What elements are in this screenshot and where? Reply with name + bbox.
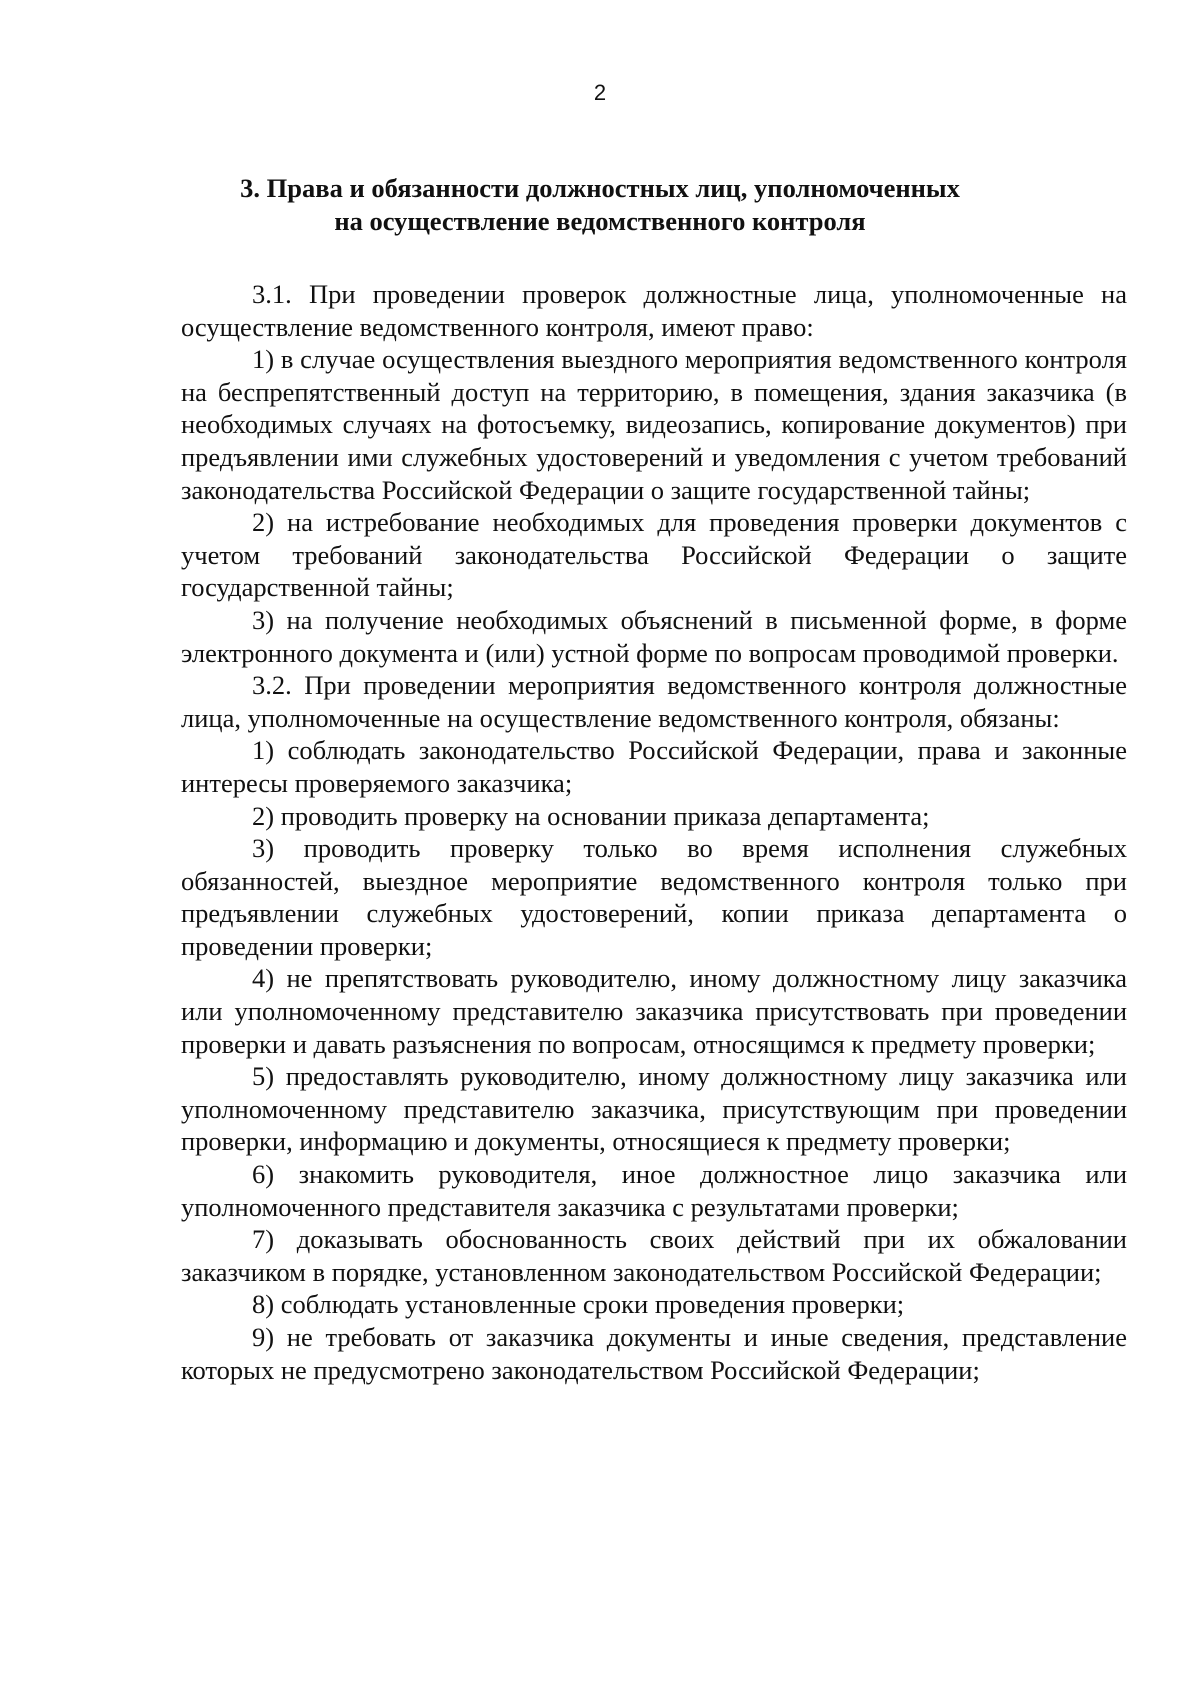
paragraph-3-2-item-9: 9) не требовать от заказчика документы и иные сведения, представление которых не предусмотрено законодательством Российской Федерации;: [181, 1322, 1127, 1385]
paragraph-3-2-item-1: 1) соблюдать законодательство Российской Федерации, права и законные интересы проверяемого заказчика;: [181, 735, 1127, 798]
section-heading-line-2: на осуществление ведомственного контроля: [334, 206, 866, 236]
paragraph-3-1-item-2: 2) на истребование необходимых для проведения проверки документов с учетом требований законодательства Российской Федерации о защите государственной тайны;: [181, 507, 1127, 603]
paragraph-3-2: 3.2. При проведении мероприятия ведомственного контроля должностные лица, уполномоченные на осуществление ведомственного контроля, обязаны:: [181, 670, 1127, 733]
paragraph-3-2-item-7: 7) доказывать обоснованность своих действий при их обжаловании заказчиком в порядке, установленном законодательством Российской Федерации;: [181, 1224, 1127, 1287]
paragraph-3-2-item-6: 6) знакомить руководителя, иное должностное лицо заказчика или уполномоченного представителя заказчика с результатами проверки;: [181, 1159, 1127, 1222]
page-number: 2: [593, 80, 607, 105]
paragraph-3-2-item-8: 8) соблюдать установленные сроки проведения проверки;: [252, 1289, 905, 1320]
paragraph-3-2-item-2: 2) проводить проверку на основании приказа департамента;: [252, 800, 930, 831]
paragraph-3-2-item-3: 3) проводить проверку только во время исполнения служебных обязанностей, выездное мероприятие ведомственного контроля только при предъявлении служебных удостоверений, копии приказа департамента о проведении проверки;: [181, 833, 1127, 961]
document-body: [181, 278, 1127, 1386]
paragraph-3-2-item-5: 5) предоставлять руководителю, иному должностному лицу заказчика или уполномоченному представителю заказчика, присутствующим при проведении проверки, информацию и документы, относящиеся к предмету проверки;: [181, 1061, 1127, 1157]
section-heading: [150, 172, 1050, 238]
paragraph-3-2-item-4: 4) не препятствовать руководителю, иному должностному лицу заказчика или уполномоченному представителю заказчика присутствовать при проведении проверки и давать разъяснения по вопросам, относящимся к предмету проверки;: [181, 963, 1127, 1059]
section-heading-line-1: 3. Права и обязанности должностных лиц, уполномоченных: [240, 173, 960, 203]
paragraph-3-1-item-1: 1) в случае осуществления выездного мероприятия ведомственного контроля на беспрепятственный доступ на территорию, в помещения, здания заказчика (в необходимых случаях на фотосъемку, видеозапись, копирование документов) при предъявлении ими служебных удостоверений и уведомления с учетом требований законодательства Российской Федерации о защите государственной тайны;: [181, 344, 1127, 505]
paragraph-3-1-item-3: 3) на получение необходимых объяснений в письменной форме, в форме электронного документа и (или) устной форме по вопросам проводимой проверки.: [181, 604, 1127, 668]
paragraph-3-1: 3.1. При проведении проверок должностные лица, уполномоченные на осуществление ведомственного контроля, имеют право:: [181, 279, 1127, 342]
